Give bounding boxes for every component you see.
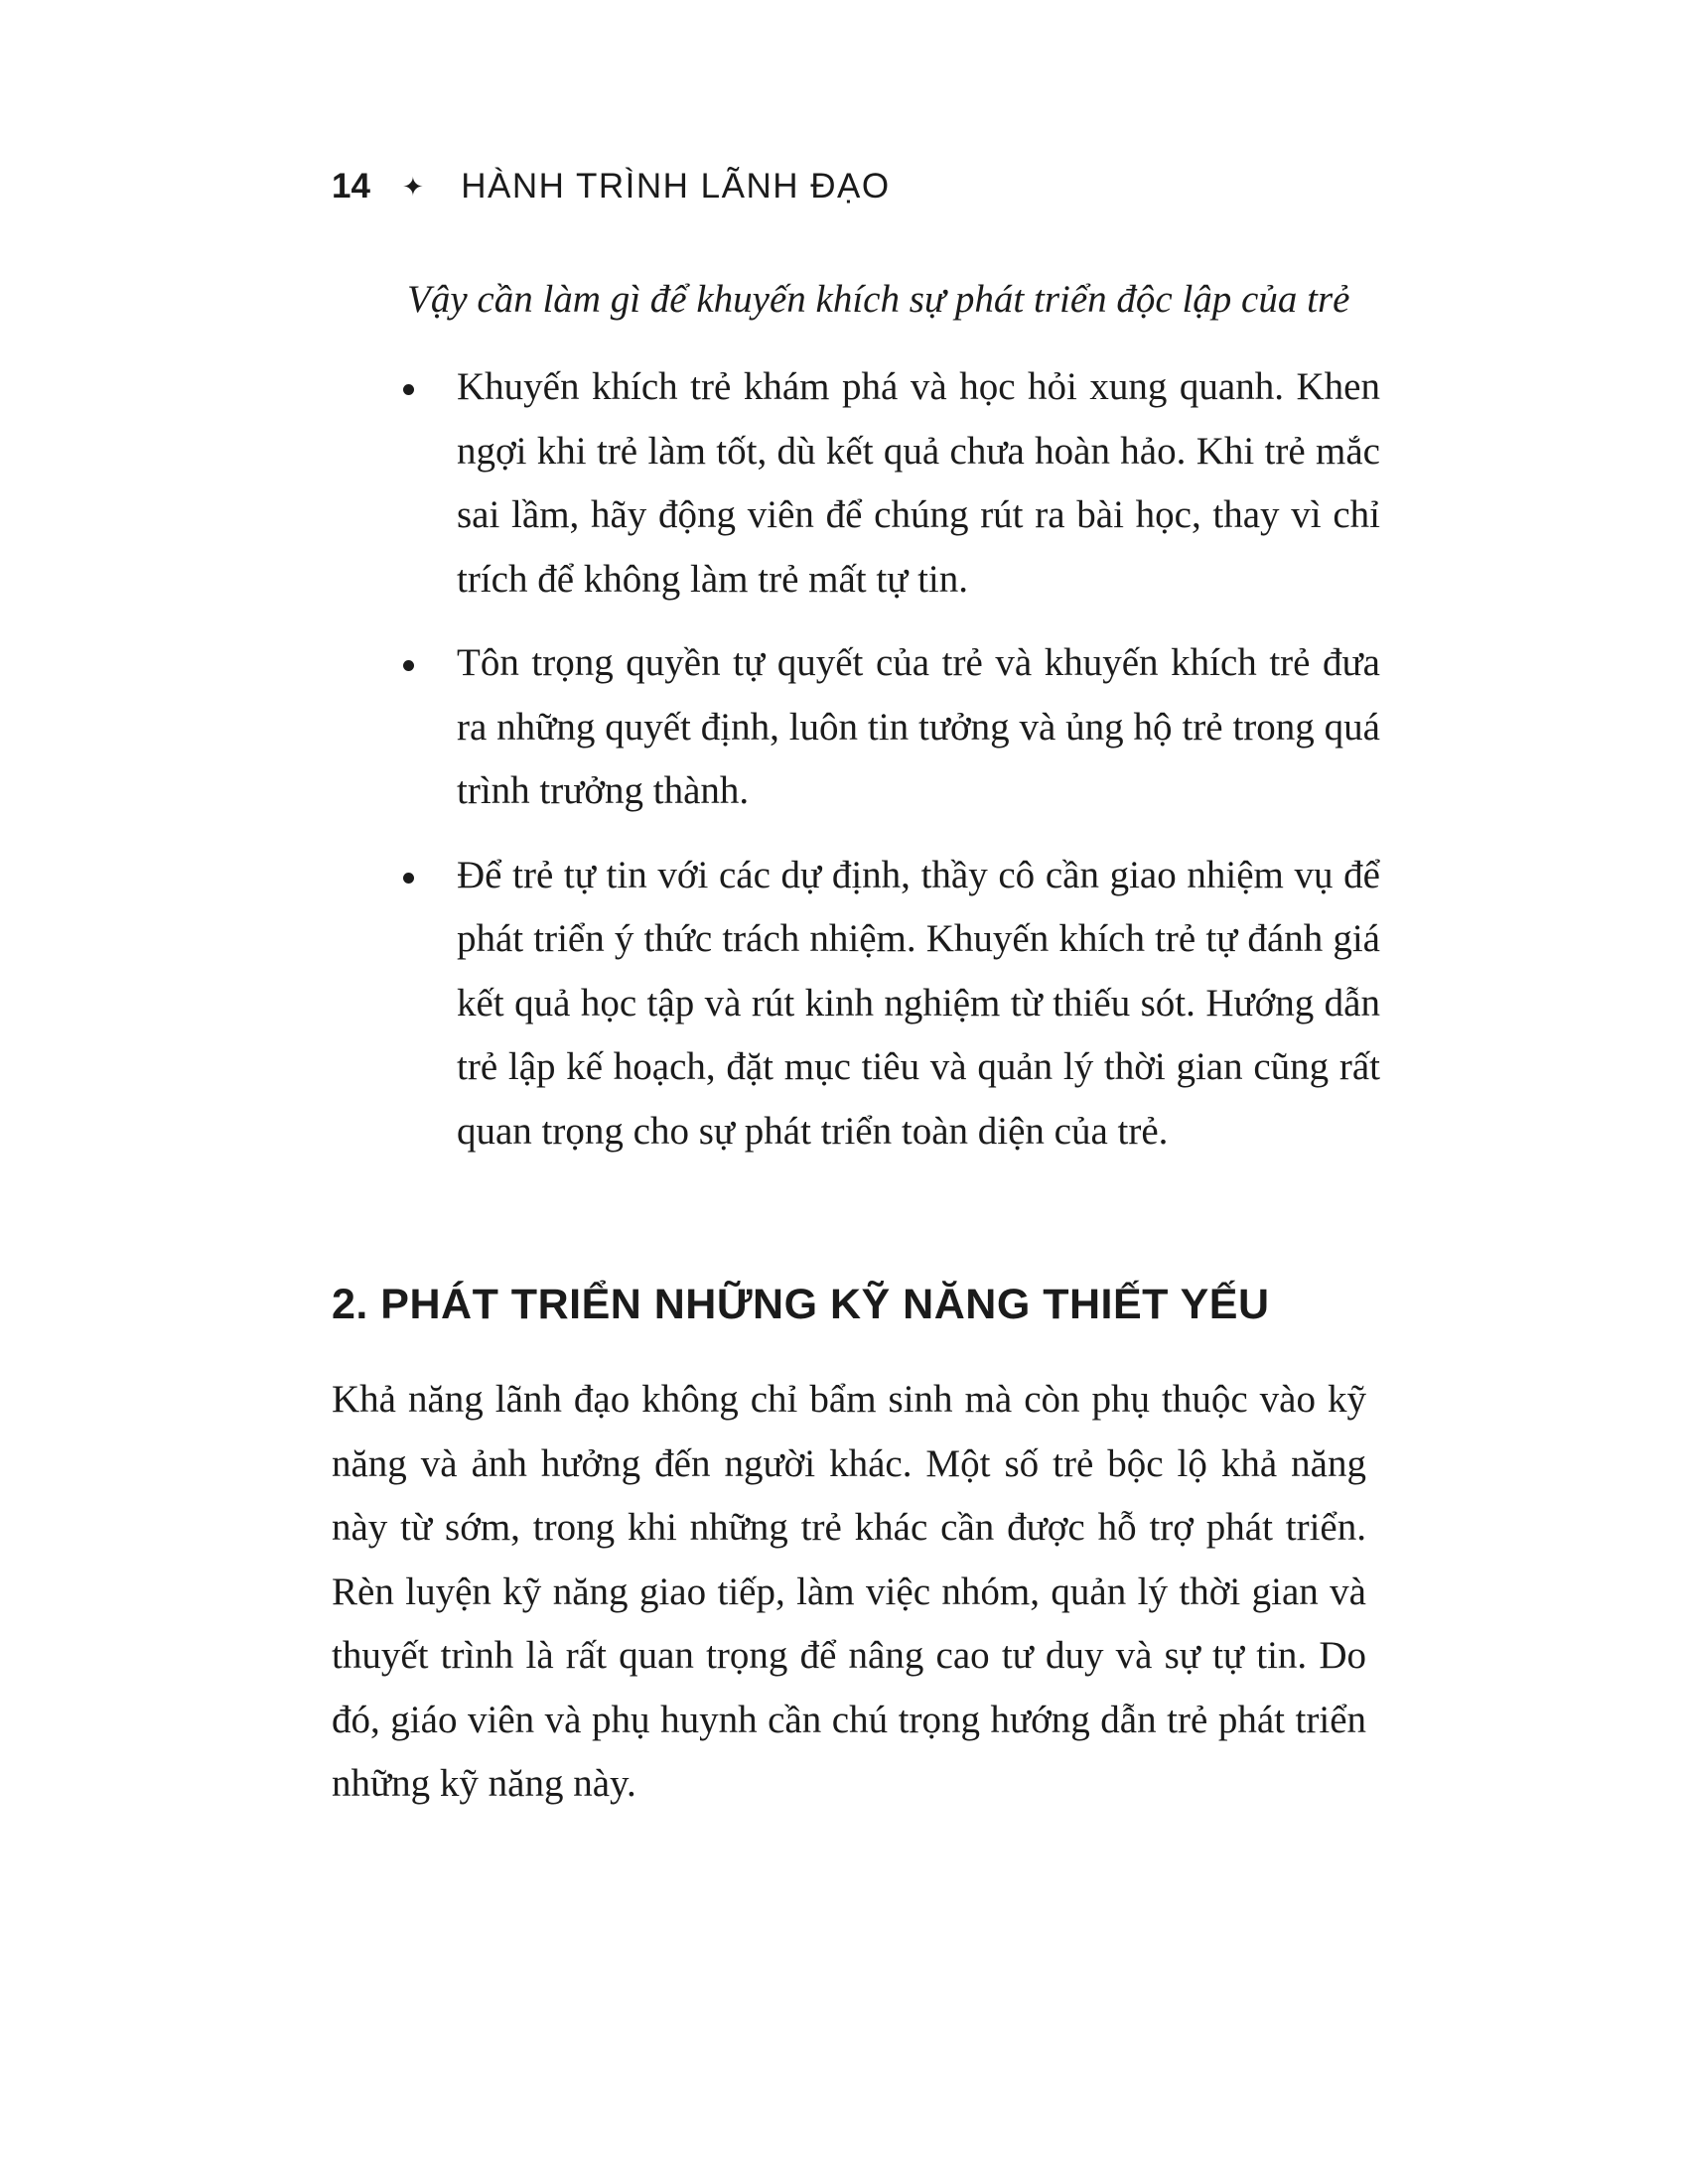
bullet-text: Tôn trọng quyền tự quyết của trẻ và khuyến khích trẻ đưa ra những quyết định, luôn tin tưởng và ủng hộ trẻ trong quá trình trưởng thành. (457, 641, 1380, 812)
bullet-text: Khuyến khích trẻ khám phá và học hỏi xung quanh. Khen ngợi khi trẻ làm tốt, dù kết quả chưa hoàn hảo. Khi trẻ mắc sai lầm, hãy động viên để chúng rút ra bài học, thay vì chỉ trích để không làm trẻ mất tự tin. (457, 365, 1380, 601)
list-item (397, 355, 1380, 612)
list-item (397, 844, 1380, 1164)
body-paragraph: Khả năng lãnh đạo không chỉ bẩm sinh mà còn phụ thuộc vào kỹ năng và ảnh hưởng đến người khác. Một số trẻ bộc lộ khả năng này từ sớm, trong khi những trẻ khác cần được hỗ trợ phát triển. Rèn luyện kỹ năng giao tiếp, làm việc nhóm, quản lý thời gian và thuyết trình là rất quan trọng để nâng cao tư duy và sự tự tin. Do đó, giáo viên và phụ huynh cần chú trọng hướng dẫn trẻ phát triển những kỹ năng này. (332, 1378, 1366, 1805)
list-item (397, 631, 1380, 824)
bullet-dot-icon (403, 660, 414, 671)
italic-lead-sentence: Vậy cần làm gì để khuyến khích sự phát triển độc lập của trẻ (407, 278, 1350, 321)
running-header (332, 167, 891, 206)
book-title: HÀNH TRÌNH LÃNH ĐẠO (461, 167, 891, 205)
bullet-list (397, 355, 1380, 1183)
bullet-dot-icon (403, 873, 414, 884)
page-number: 14 (332, 167, 370, 205)
bullet-text: Để trẻ tự tin với các dự định, thầy cô cần giao nhiệm vụ để phát triển ý thức trách nhiệm. Khuyến khích trẻ tự đánh giá kết quả học tập và rút kinh nghiệm từ thiếu sót. Hướng dẫn trẻ lập kế hoạch, đặt mục tiêu và quản lý thời gian cũng rất quan trọng cho sự phát triển toàn diện của trẻ. (457, 853, 1380, 1153)
four-point-star-icon: ✦ (401, 172, 426, 202)
bullet-dot-icon (403, 384, 414, 395)
section-heading: 2. PHÁT TRIỂN NHỮNG KỸ NĂNG THIẾT YẾU (332, 1281, 1270, 1328)
